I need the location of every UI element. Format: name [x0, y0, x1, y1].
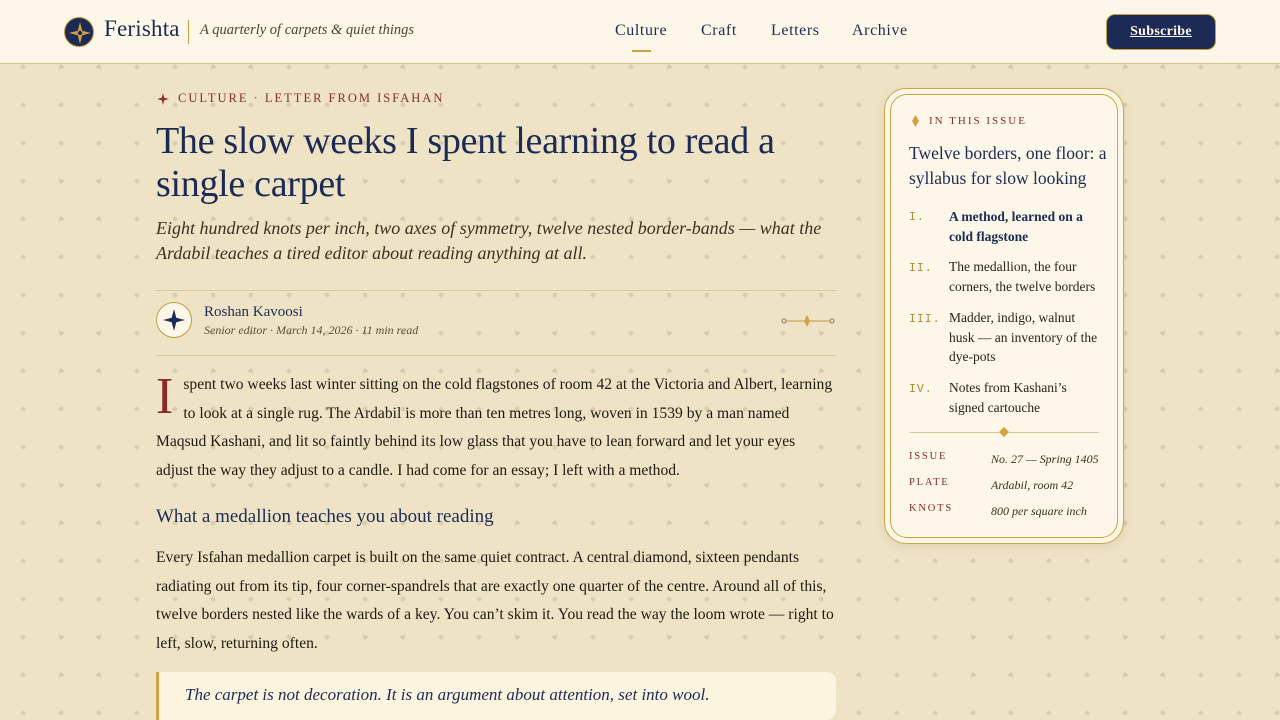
toc-item-2[interactable]: The medallion, the four corners, the twelve borders	[949, 259, 1096, 294]
spec-label-plate: PLATE	[909, 477, 950, 488]
issue-title[interactable]: Twelve borders, one floor: a syllabus for slow looking	[909, 143, 1107, 188]
divider-diamond-icon	[999, 427, 1009, 437]
spec-label-issue: ISSUE	[909, 451, 948, 462]
spec-value-plate: Ardabil, room 42	[991, 478, 1074, 492]
brand-name[interactable]: Ferishta	[104, 16, 180, 41]
author-name[interactable]: Roshan Kavoosi	[204, 304, 303, 320]
article-title: The slow weeks I spent learning to read a single carpet	[156, 120, 775, 205]
article-dek: Eight hundred knots per inch, two axes of symmetry, twelve nested border-bands — what the Ardabil teaches a tired editor about reading anything at all.	[156, 218, 822, 263]
toc-num-1: I.	[909, 211, 925, 224]
toc-num-2: II.	[909, 262, 933, 275]
active-nav-indicator	[632, 50, 651, 52]
toc-item-3[interactable]: Madder, indigo, walnut husk — an inventory of the dye-pots	[949, 310, 1098, 364]
diamond-ornament-icon	[780, 312, 836, 330]
subscribe-button[interactable]: Subscribe	[1106, 14, 1216, 50]
byline-rule-top	[156, 290, 836, 291]
site-header	[0, 0, 1280, 64]
diamond-icon	[912, 115, 919, 127]
toc-num-4: IV.	[909, 383, 933, 396]
nav-letters[interactable]: Letters	[771, 22, 820, 39]
nav-archive[interactable]: Archive	[852, 22, 908, 39]
pullquote	[156, 672, 836, 720]
byline-rule-bottom	[156, 355, 836, 356]
paragraph-1-text: spent two weeks last winter sitting on the cold flagstones of room 42 at the Victoria and Albert, learning to look at a single rug. The Ardabil is more than ten metres long, woven in 1539 by a man named Maqsud Kashani, and lit so faintly behind its low glass that you have to lean forward and let your eyes adjust the way they adjust to a candle. I had come for an essay; I left with a method.	[156, 376, 833, 479]
dropcap: I	[156, 368, 174, 425]
logo-star-icon[interactable]	[64, 17, 94, 47]
brand-divider	[188, 20, 189, 44]
spec-value-issue: No. 27 — Spring 1405	[991, 452, 1099, 466]
section-subhead: What a medallion teaches you about reading	[156, 506, 494, 527]
paragraph-1	[156, 368, 836, 485]
kicker-star-icon	[156, 92, 170, 106]
pullquote-text: The carpet is not decoration. It is an argument about attention, set into wool.	[185, 685, 710, 704]
author-avatar[interactable]	[156, 302, 192, 338]
paragraph-2: Every Isfahan medallion carpet is built on the same quiet contract. A central diamond, sixteen pendants radiating out from its tip, four corner-spandrels that are exactly one quarter of the centre. Around all of this, twelve borders nested like the wards of a key. You can’t skim it. You read the way the loom wrote — right to left, slow, returning often.	[156, 549, 834, 652]
article-kicker[interactable]: CULTURE · LETTER FROM ISFAHAN	[178, 91, 445, 105]
toc-item-4[interactable]: Notes from Kashani’s signed cartouche	[949, 380, 1067, 415]
issue-label: IN THIS ISSUE	[929, 115, 1027, 127]
brand-tagline: A quarterly of carpets & quiet things	[200, 22, 414, 38]
nav-culture[interactable]: Culture	[615, 22, 668, 39]
spec-label-knots: KNOTS	[909, 503, 954, 514]
spec-value-knots: 800 per square inch	[991, 504, 1087, 518]
nav-craft[interactable]: Craft	[701, 22, 737, 39]
toc-item-1[interactable]: A method, learned on a cold flagstone	[949, 209, 1083, 244]
toc-num-3: III.	[909, 313, 941, 326]
article-meta: Senior editor · March 14, 2026 · 11 min read	[204, 323, 419, 337]
